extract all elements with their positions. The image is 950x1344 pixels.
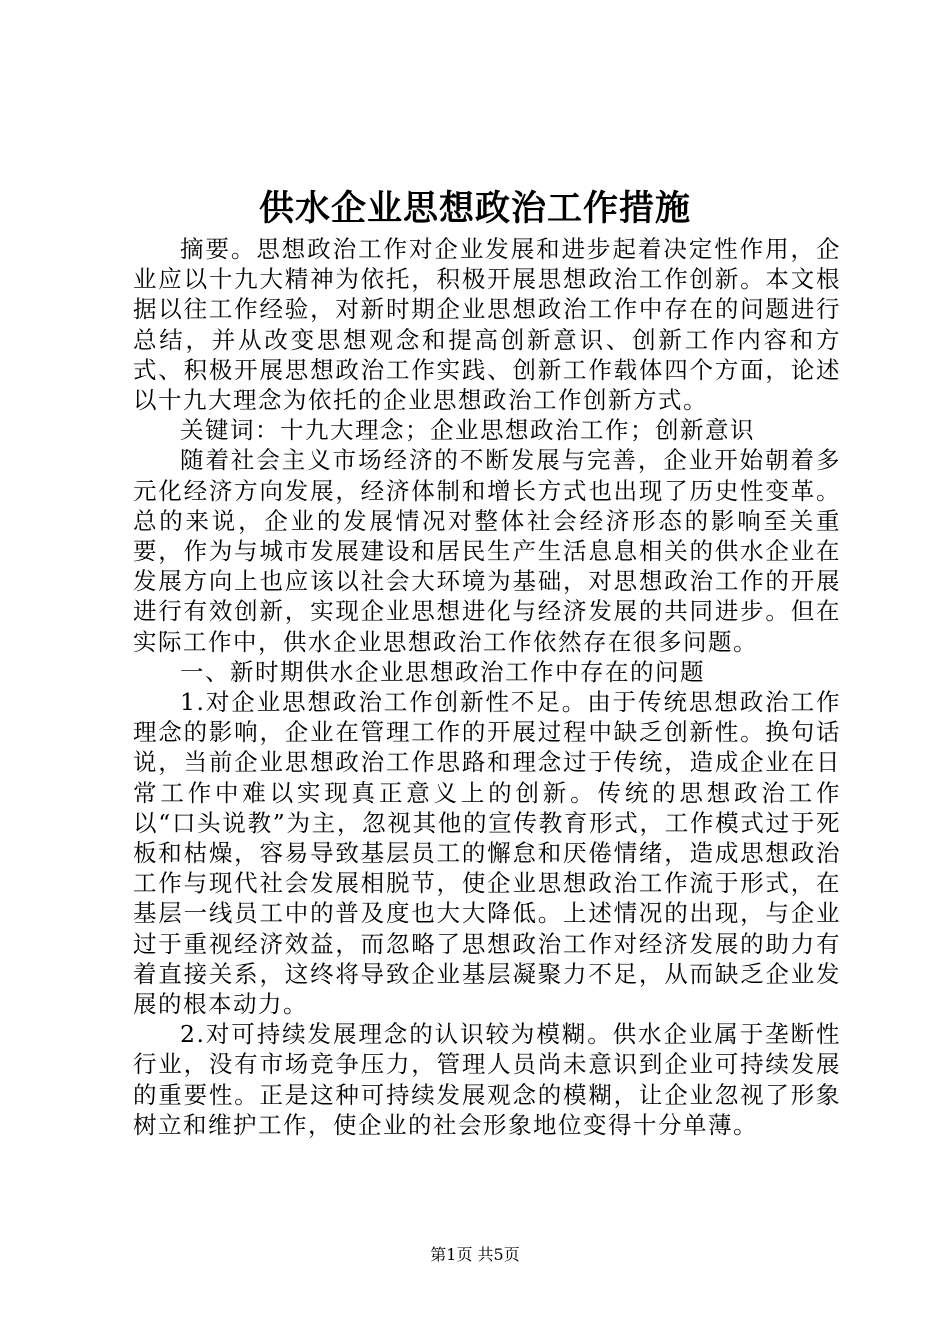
page-footer: 第1页 共5页 xyxy=(430,1245,520,1264)
body-paragraph: 1.对企业思想政治工作创新性不足。由于传统思想政治工作理念的影响，企业在管理工作的开展过程中缺乏创新性。换句话说，当前企业思想政治工作思路和理念过于传统，造成企业在日常工作中难以实现真正意义上的创新。传统的思想政治工作以“口头说教”为主，忽视其他的宣传教育形式，工作模式过于死板和枯燥，容易导致基层员工的懈怠和厌倦情绪，造成思想政治工作与现代社会发展相脱节，使企业思想政治工作流于形式，在基层一线员工中的普及度也大大降低。上述情况的出现，与企业过于重视经济效益，而忽略了思想政治工作对经济发展的助力有着直接关系，这终将导致企业基层凝聚力不足，从而缺乏企业发展的根本动力。 xyxy=(133,688,841,1019)
body-paragraph: 2.对可持续发展理念的认识较为模糊。供水企业属于垄断性行业，没有市场竞争压力，管理人员尚未意识到企业可持续发展的重要性。正是这种可持续发展观念的模糊，让企业忽视了形象树立和维护工作，使企业的社会形象地位变得十分单薄。 xyxy=(133,1020,841,1139)
document-body xyxy=(133,234,841,1140)
document-title: 供水企业思想政治工作措施 xyxy=(258,188,691,229)
keywords-paragraph: 关键词：十九大理念；企业思想政治工作；创新意识 xyxy=(180,416,755,445)
intro-paragraph: 随着社会主义市场经济的不断发展与完善，企业开始朝着多元化经济方向发展，经济体制和增长方式也出现了历史性变革。总的来说，企业的发展情况对整体社会经济形态的影响至关重要，作为与城市发展建设和居民生产生活息息相关的供水企业在发展方向上也应该以社会大环境为基础，对思想政治工作的开展进行有效创新，实现企业思想进化与经济发展的共同进步。但在实际工作中，供水企业思想政治工作依然存在很多问题。 xyxy=(133,446,841,656)
abstract-paragraph: 摘要。思想政治工作对企业发展和进步起着决定性作用，企业应以十九大精神为依托，积极开展思想政治工作创新。本文根据以往工作经验，对新时期企业思想政治工作中存在的问题进行总结，并从改变思想观念和提高创新意识、创新工作内容和方式、积极开展思想政治工作实践、创新工作载体四个方面，论述以十九大理念为依托的企业思想政治工作创新方式。 xyxy=(133,235,841,415)
section-heading: 一、新时期供水企业思想政治工作中存在的问题 xyxy=(180,657,705,686)
